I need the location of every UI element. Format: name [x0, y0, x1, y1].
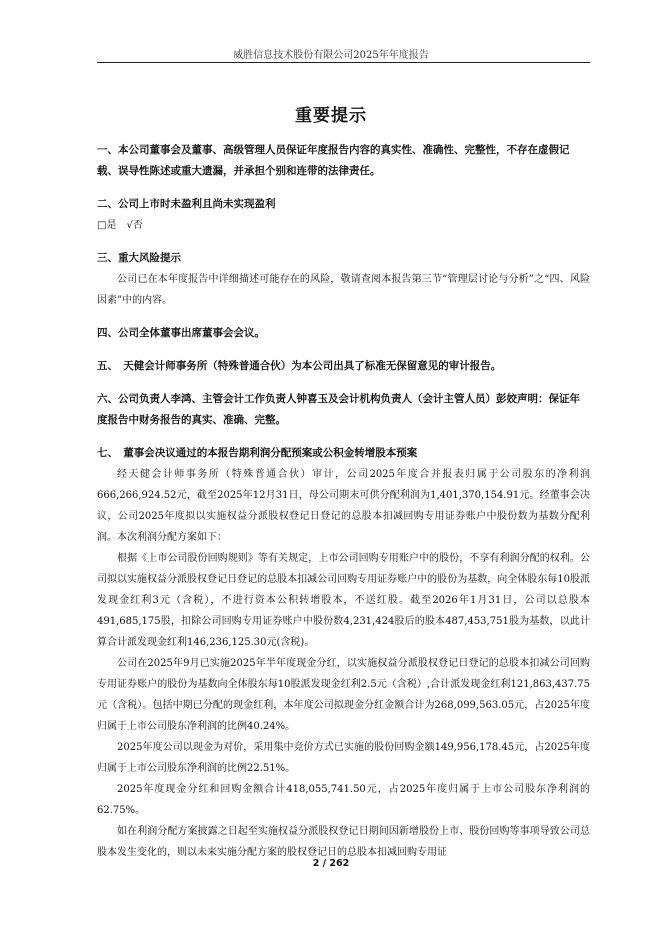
- section-7-paragraph: 如在利润分配方案披露之日起至实施权益分派股权登记日期间因新增股份上市、股份回购等事项导致公司总股本发生变化的，则以未来实施分配方案的股权登记日的总股本扣减回购专用证: [97, 826, 590, 858]
- section-1-heading: 一、本公司董事会及董事、高级管理人员保证年度报告内容的真实性、准确性、完整性，不存在虚假记载、误导性陈述或重大遗漏，并承担个别和连带的法律责任。: [97, 144, 570, 177]
- section-7-paragraph: 公司在2025年9月已实施2025年半年度现金分红，以实施权益分派股权登记日登记的总股本扣减公司回购专用证券账户的股份为基数向全体股东每10股派发现金红利2.5元（含税）,合计派发现金红利121,863,437.75元（含税）。包括中期已分配的现金红利，本年度公司拟现金分红金额合计为268,099,563.05元，占2025年度归属于上市公司股东净利润的比例40.24%。: [97, 658, 590, 732]
- document-body: [97, 140, 590, 863]
- header-divider: [97, 62, 590, 63]
- section-2-heading: 二、公司上市时未盈利且尚未实现盈利: [97, 198, 276, 210]
- section-7-paragraph: 根据《上市公司股份回购规则》等有关规定，上市公司回购专用账户中的股份，不享有利润分配的权利。公司拟以实施权益分派股权登记日登记的总股本扣减公司回购专用证券账户中的股份为基数，向全体股东每10股派发现金红利3元（含税），不进行资本公积转增股本，不送红股。截至2026年1月31日，公司以总股本491,685,175股，扣除公司回购专用证券账户中股份数4,231,424股后的股本487,453,751股为基数，以此计算合计派发现金红利146,236,125.30元(含税)。: [97, 553, 590, 648]
- section-7-paragraph: 2025年度现金分红和回购金额合计418,055,741.50元，占2025年度归属于上市公司股东净利润的62.75%。: [97, 784, 590, 816]
- section-4-heading: 四、公司全体董事出席董事会会议。: [97, 327, 265, 339]
- section-7-paragraph: 经天健会计师事务所（特殊普通合伙）审计，公司2025年度合并报表归属于公司股东的净利润666,266,924.52元，截至2025年12月31日，母公司期末可供分配利润为1,401,370,154.91元。经董事会决议，公司2025年度拟以实施权益分派股权登记日登记的总股本扣减回购专用证券账户中股份数为基数分配利润。本次利润分配方案如下：: [97, 469, 590, 543]
- running-header: 威胜信息技术股份有限公司2025年年度报告: [233, 50, 429, 61]
- section-7-paragraph: 2025年度公司以现金为对价，采用集中竞价方式已实施的股份回购金额149,956,178.45元，占2025年度归属于上市公司股东净利润的比例22.51%。: [97, 742, 590, 774]
- section-3-body: 公司已在本年度报告中详细描述可能存在的风险，敬请查阅本报告第三节“管理层讨论与分析”之“四、风险因素”中的内容。: [97, 274, 590, 306]
- page-number: 2 / 262: [312, 858, 350, 869]
- section-2-options: □是 √否: [97, 220, 143, 231]
- section-3-heading: 三、重大风险提示: [97, 252, 181, 264]
- section-6-heading: 六、公司负责人李鸿、主管会计工作负责人钟喜玉及会计机构负责人（会计主管人员）彭姣声明：保证年度报告中财务报告的真实、准确、完整。: [97, 393, 580, 426]
- section-7-heading: 七、 董事会决议通过的本报告期利润分配预案或公积金转增股本预案: [97, 447, 418, 459]
- page-title: 重要提示: [295, 106, 367, 126]
- section-5-heading: 五、 天健会计师事务所（特殊普通合伙）为本公司出具了标准无保留意见的审计报告。: [97, 360, 502, 372]
